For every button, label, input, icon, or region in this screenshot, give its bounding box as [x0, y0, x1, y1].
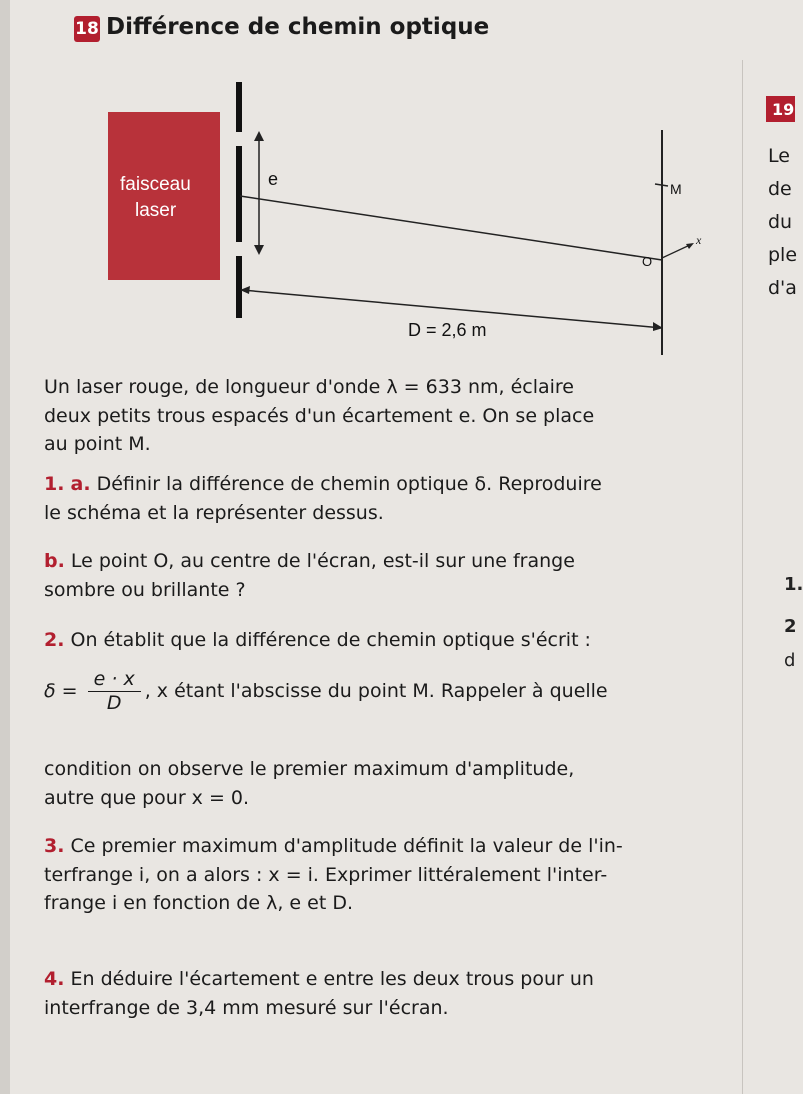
question-text: condition on observe le premier maximum d'amplitude,	[44, 758, 575, 780]
question-1b	[44, 547, 734, 604]
question-number: 1.	[44, 473, 65, 495]
delta-symbol: δ =	[44, 679, 78, 702]
question-number: 4.	[44, 968, 65, 990]
question-text: Définir la différence de chemin optique δ. Reproduire	[96, 473, 602, 495]
label-axis-x: x	[696, 233, 702, 247]
label-e: e	[268, 169, 279, 189]
question-2	[44, 626, 734, 655]
label-O: O	[642, 254, 653, 269]
fraction-numerator: e · x	[88, 668, 141, 692]
next-exercise-qnum: 1.	[784, 574, 803, 595]
question-3	[44, 832, 734, 918]
question-text: terfrange i, on a alors : x = i. Exprimer littéralement l'inter-	[44, 863, 608, 886]
next-exercise-line: du	[768, 211, 793, 233]
question-text: interfrange de 3,4 mm mesuré sur l'écran.	[44, 996, 449, 1019]
next-exercise-qnum: d	[784, 650, 796, 671]
intro-line: Un laser rouge, de longueur d'onde λ = 633 nm, éclaire	[44, 376, 574, 398]
question-text: sombre ou brillante ?	[44, 578, 246, 601]
next-exercise-line: Le	[768, 145, 790, 167]
fraction-denominator: D	[106, 691, 122, 714]
intro-paragraph	[44, 373, 734, 459]
intro-line: au point M.	[44, 433, 151, 455]
label-M: M	[670, 181, 682, 197]
barrier-bottom	[236, 256, 242, 318]
barrier-top	[236, 82, 242, 132]
exercise-title: Différence de chemin optique	[106, 14, 490, 40]
question-1a	[44, 470, 734, 527]
question-text: Ce premier maximum d'amplitude définit la valeur de l'in-	[70, 835, 623, 857]
question-sub-label: a.	[70, 473, 91, 495]
question-text: frange i en fonction de λ, e et D.	[44, 892, 353, 914]
next-exercise-line: d'a	[768, 277, 797, 299]
question-text: On établit que la différence de chemin optique s'écrit :	[70, 629, 591, 651]
point-M-tick	[655, 184, 668, 186]
question-number: 3.	[44, 835, 65, 857]
question-text: Le point O, au centre de l'écran, est-il sur une frange	[70, 550, 575, 572]
next-exercise-badge: 19	[766, 96, 795, 122]
question-text: autre que pour x = 0.	[44, 786, 250, 809]
question-text: En déduire l'écartement e entre les deux trous pour un	[70, 968, 594, 990]
central-axis-line	[240, 196, 662, 260]
question-text: , x étant l'abscisse du point M. Rappeler à quelle	[144, 679, 608, 702]
interference-diagram	[0, 0, 798, 360]
question-4	[44, 965, 734, 1022]
label-faisceau: faisceau	[120, 174, 191, 195]
label-laser: laser	[135, 200, 177, 221]
next-exercise-line: ple	[768, 244, 798, 266]
label-D: D = 2,6 m	[408, 320, 487, 340]
laser-box	[108, 112, 220, 280]
intro-line: deux petits trous espacés d'un écartement e. On se place	[44, 404, 595, 427]
next-exercise-qnum: 2	[784, 616, 797, 637]
question-2-continuation	[44, 755, 734, 812]
question-number: 2.	[44, 629, 65, 651]
formula-fraction	[88, 668, 141, 715]
question-text: le schéma et la représenter dessus.	[44, 501, 384, 524]
barrier-middle	[236, 146, 242, 242]
question-2-formula-line	[44, 668, 734, 715]
exercise-number-badge: 18	[74, 16, 100, 42]
question-sub-label: b.	[44, 550, 65, 572]
next-exercise-line: de	[768, 178, 792, 200]
